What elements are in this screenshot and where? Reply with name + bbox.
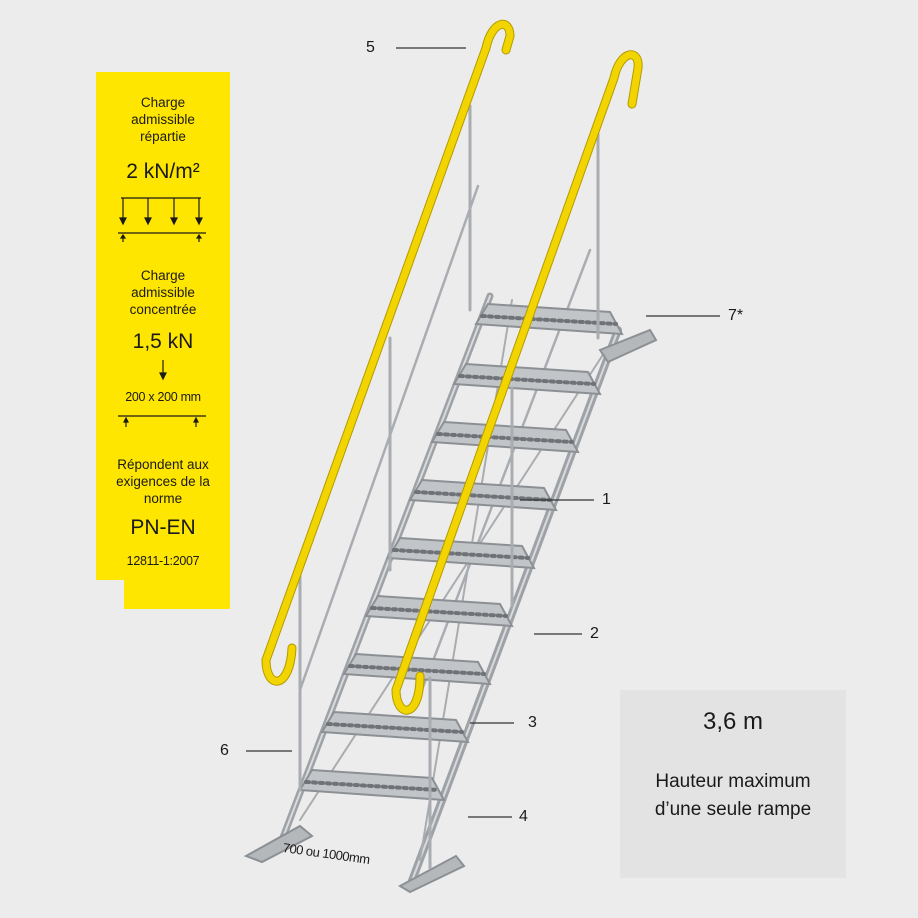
callout-1: 1: [602, 491, 611, 508]
callout-6: 6: [220, 742, 229, 759]
load-panel-tab: [124, 578, 230, 609]
callout-4: 4: [519, 808, 528, 825]
left-handrail: [266, 24, 510, 681]
stair-structure: [246, 106, 656, 892]
top-tread: [476, 304, 622, 334]
tread: [366, 596, 512, 626]
concentrated-title-line: Charge: [140, 268, 186, 283]
concentrated-load-value: 1,5 kN: [132, 330, 194, 353]
concentrated-load-area: 200 x 200 mm: [125, 390, 201, 404]
callout-2: 2: [590, 625, 599, 642]
callout-7: 7*: [728, 307, 744, 324]
concentrated-title-line: admissible: [131, 285, 195, 300]
distributed-title-line: répartie: [140, 129, 186, 144]
load-panel: [96, 72, 230, 580]
width-dimension-label: 700 ou 1000mm: [281, 840, 371, 868]
standard-name: PN-EN: [130, 516, 196, 539]
caption-line: Hauteur maximum: [655, 771, 811, 792]
height-info-box: [620, 690, 846, 878]
distributed-load-value: 2 kN/m²: [126, 160, 200, 183]
tread: [410, 480, 556, 510]
distributed-title-line: Charge: [140, 95, 186, 110]
top-bracket: [600, 330, 656, 362]
concentrated-title-line: concentrée: [129, 302, 197, 317]
caption-line: d’une seule rampe: [654, 799, 812, 820]
concentrated-load-arrow-icon: [96, 358, 230, 382]
callout-5: 5: [366, 39, 375, 56]
tread: [300, 770, 444, 800]
callout-3: 3: [528, 714, 537, 731]
max-height-value: 3,6 m: [702, 708, 764, 735]
tread: [454, 364, 600, 394]
standard-text-line: exigences de la: [116, 474, 210, 489]
standard-code: 12811-1:2007: [126, 554, 200, 568]
distributed-load-icon: [96, 190, 230, 248]
right-foot: [400, 856, 464, 892]
tread: [322, 712, 468, 742]
distributed-title-line: admissible: [131, 112, 195, 127]
standard-text-line: Répondent aux: [117, 457, 209, 472]
concentrated-support-icon: [96, 408, 230, 430]
max-height-caption: [620, 768, 846, 824]
standard-text-line: norme: [143, 491, 183, 506]
